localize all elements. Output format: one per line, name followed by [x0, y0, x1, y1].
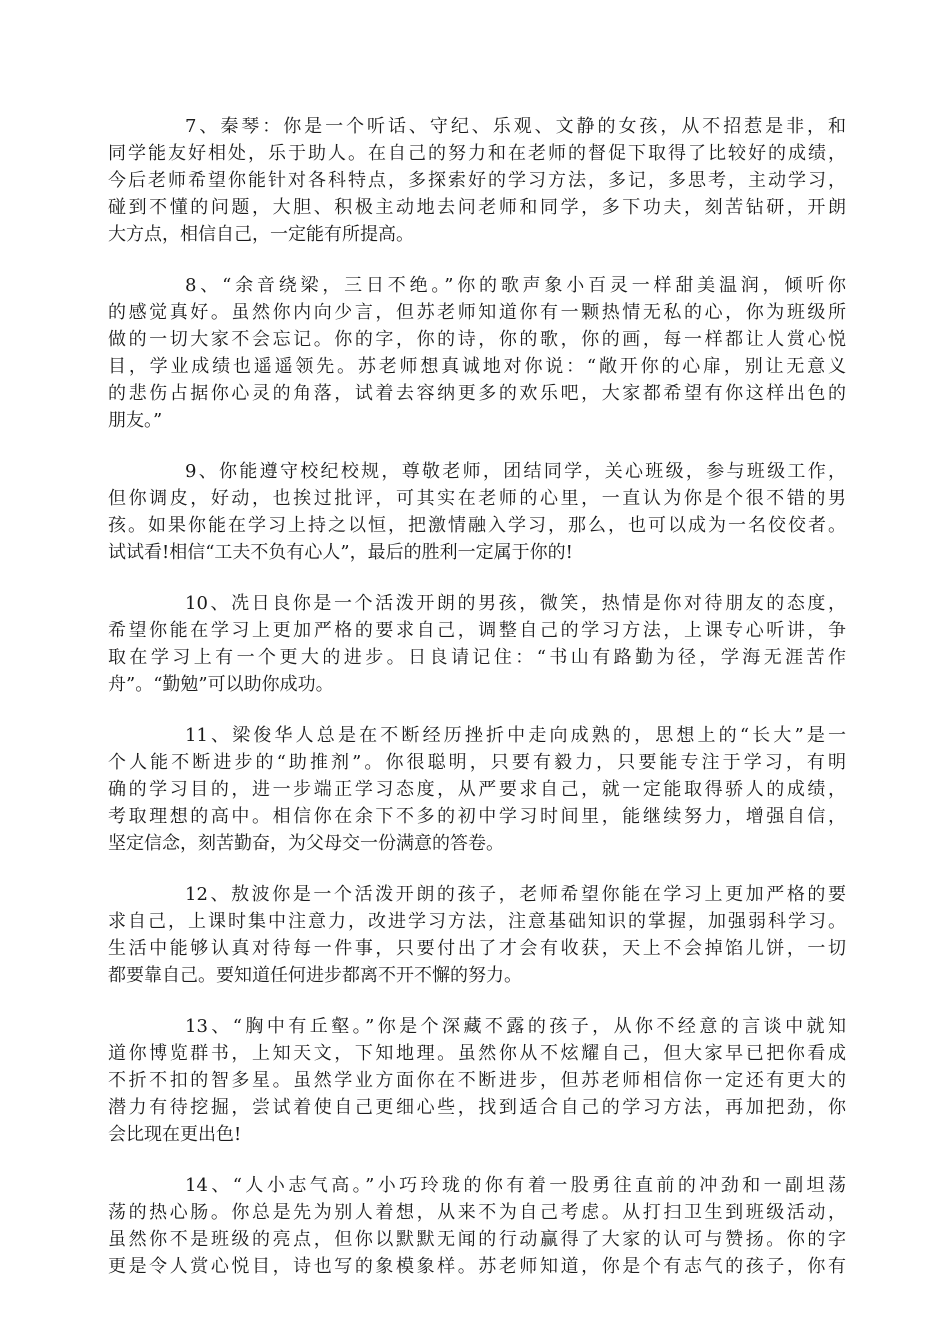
paragraph-line: 7、秦琴：你是一个听话、守纪、乐观、文静的女孩，从不招惹是非，和: [185, 116, 846, 137]
paragraph-line: 舟”。“勤勉”可以助你成功。: [108, 674, 334, 695]
paragraph-line: 朋友。”: [108, 410, 163, 431]
paragraph-line: 求自己，上课时集中注意力，改进学习方法，注意基础知识的掌握，加强弱科学习。: [108, 911, 846, 932]
paragraph-line: 更是令人赏心悦目，诗也写的象模象样。苏老师知道，你是个有志气的孩子，你有: [108, 1256, 846, 1277]
paragraph-line: 10、冼日良你是一个活泼开朗的男孩，微笑，热情是你对待朋友的态度，: [185, 593, 846, 614]
paragraph-line: 12、敖波你是一个活泼开朗的孩子，老师希望你能在学习上更加严格的要: [185, 884, 846, 905]
paragraph-line: 不折不扣的智多星。虽然学业方面你在不断进步，但苏老师相信你一定还有更大的: [108, 1070, 846, 1091]
paragraph-line: 8、“余音绕梁，三日不绝。”你的歌声象小百灵一样甜美温润，倾听你: [185, 275, 846, 296]
comment-paragraph-12: [108, 881, 846, 989]
paragraph-line: 取在学习上有一个更大的进步。日良请记住：“书山有路勤为径，学海无涯苦作: [108, 647, 846, 668]
paragraph-line: 同学能友好相处，乐于助人。在自己的努力和在老师的督促下取得了比较好的成绩，: [108, 143, 846, 164]
paragraph-line: 都要靠自己。要知道任何进步都离不开不懈的努力。: [108, 965, 522, 986]
paragraph-line: 但你调皮，好动，也挨过批评，可其实在老师的心里，一直认为你是个很不错的男: [108, 488, 846, 509]
paragraph-line: 试试看!相信“工夫不负有心人”，最后的胜利一定属于你的!: [108, 542, 573, 563]
comment-paragraph-14: [108, 1172, 846, 1280]
paragraph-line: 坚定信念，刻苦勤奋，为父母交一份满意的答卷。: [108, 833, 504, 854]
document-body: [108, 113, 846, 1304]
paragraph-line: 荡的热心肠。你总是先为别人着想，从来不为自己考虑。从打扫卫生到班级活动，: [108, 1202, 846, 1223]
comment-paragraph-7: [108, 113, 846, 248]
paragraph-line: 11、梁俊华人总是在不断经历挫折中走向成熟的，思想上的“长大”是一: [185, 725, 846, 746]
paragraph-line: 今后老师希望你能针对各科特点，多探索好的学习方法，多记，多思考，主动学习，: [108, 170, 846, 191]
paragraph-line: 做的一切大家不会忘记。你的字，你的诗，你的歌，你的画，每一样都让人赏心悦: [108, 329, 846, 350]
paragraph-line: 14、“人小志气高。”小巧玲珑的你有着一股勇往直前的冲劲和一副坦荡: [185, 1175, 846, 1196]
paragraph-line: 道你博览群书，上知天文，下知地理。虽然你从不炫耀自己，但大家早已把你看成: [108, 1043, 846, 1064]
paragraph-line: 13、“胸中有丘壑。”你是个深藏不露的孩子，从你不经意的言谈中就知: [185, 1016, 846, 1037]
paragraph-line: 的感觉真好。虽然你内向少言，但苏老师知道你有一颗热情无私的心，你为班级所: [108, 302, 846, 323]
comment-paragraph-8: [108, 272, 846, 434]
comment-paragraph-11: [108, 722, 846, 857]
paragraph-line: 9、你能遵守校纪校规，尊敬老师，团结同学，关心班级，参与班级工作，: [185, 461, 846, 482]
paragraph-line: 个人能不断进步的“助推剂”。你很聪明，只要有毅力，只要能专注于学习，有明: [108, 752, 846, 773]
paragraph-line: 的悲伤占据你心灵的角落，试着去容纳更多的欢乐吧，大家都希望有你这样出色的: [108, 383, 846, 404]
paragraph-line: 潜力有待挖掘，尝试着使自己更细心些，找到适合自己的学习方法，再加把劲，你: [108, 1097, 846, 1118]
paragraph-line: 孩。如果你能在学习上持之以恒，把激情融入学习，那么，也可以成为一名佼佼者。: [108, 515, 846, 536]
comment-paragraph-13: [108, 1013, 846, 1148]
paragraph-line: 确的学习目的，进一步端正学习态度，从严要求自己，就一定能取得骄人的成绩，: [108, 779, 846, 800]
paragraph-line: 希望你能在学习上更加严格的要求自己，调整自己的学习方法，上课专心听讲，争: [108, 620, 846, 641]
comment-paragraph-9: [108, 458, 846, 566]
paragraph-line: 碰到不懂的问题，大胆、积极主动地去问老师和同学，多下功夫，刻苦钻研，开朗: [108, 197, 846, 218]
paragraph-line: 目，学业成绩也遥遥领先。苏老师想真诚地对你说：“敞开你的心扉，别让无意义: [108, 356, 846, 377]
paragraph-line: 考取理想的高中。相信你在余下不多的初中学习时间里，能继续努力，增强自信，: [108, 806, 846, 827]
paragraph-line: 大方点，相信自己，一定能有所提高。: [108, 224, 414, 245]
paragraph-line: 生活中能够认真对待每一件事，只要付出了才会有收获，天上不会掉馅儿饼，一切: [108, 938, 846, 959]
paragraph-line: 虽然你不是班级的亮点，但你以默默无闻的行动赢得了大家的认可与赞扬。你的字: [108, 1229, 846, 1250]
paragraph-line: 会比现在更出色!: [108, 1124, 242, 1145]
comment-paragraph-10: [108, 590, 846, 698]
